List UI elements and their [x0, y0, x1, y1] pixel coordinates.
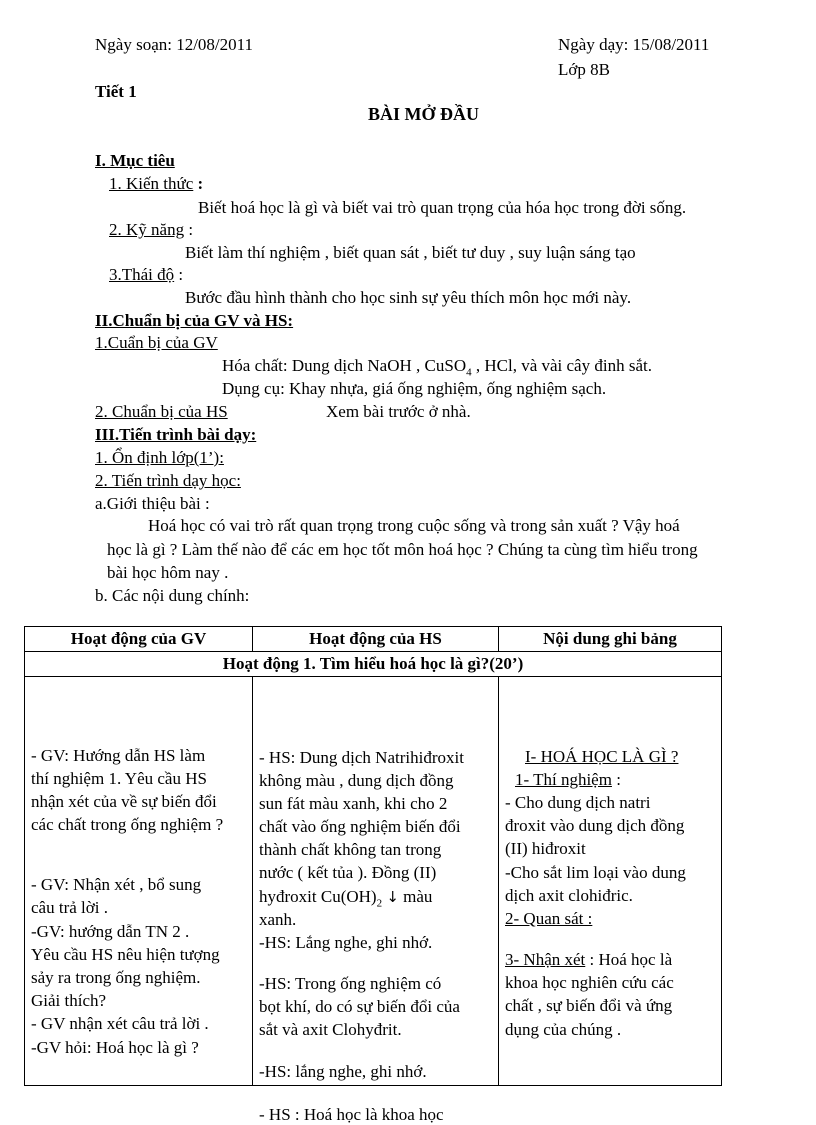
intro-line-2: học là gì ? Làm thế nào để các em học tốt môn hoá học ? Chúng ta cùng tìm hiểu trong — [107, 540, 698, 559]
board-line: dụng của chúng . — [505, 1020, 622, 1039]
activity-title-row — [25, 652, 722, 677]
hs-line: chất vào ống nghiệm biến đổi — [259, 817, 461, 836]
hs-cell — [253, 677, 499, 1124]
stabilize-label: 1. Ổn định lớp(1’): — [95, 448, 224, 467]
prep-heading: II.Chuẩn bị của GV và HS: — [95, 311, 294, 330]
hs-line: -HS: Lắng nghe, ghi nhớ. — [259, 933, 433, 952]
page-title: BÀI MỞ ĐẦU — [368, 104, 479, 124]
hs-line: nước ( kết tủa ). Đồng (II) — [259, 863, 437, 882]
hs-line: thành chất không tan trong — [259, 840, 442, 859]
hs-line: sắt và axit Clohyđrit. — [259, 1020, 402, 1039]
knowledge-text: Biết hoá học là gì và biết vai trò quan trọng của hóa học trong đời sống. — [198, 198, 687, 217]
attitude-text: Bước đầu hình thành cho học sinh sự yêu thích môn học mới này. — [185, 288, 632, 307]
table-header-row — [25, 627, 722, 652]
hs-line: -HS: lắng nghe, ghi nhớ. — [259, 1062, 427, 1081]
board-line: đroxit vào dung dịch đồng — [505, 816, 685, 835]
board-observe: 2- Quan sát : — [505, 909, 593, 928]
hs-line: - HS : Hoá học là khoa học — [259, 1105, 444, 1124]
chemicals-text: Hóa chất: Dung dịch NaOH , CuSO$_4$ , HCl, và vài cây đinh sắt. — [222, 356, 652, 379]
hs-line: -HS: Trong ống nghiệm có — [259, 974, 442, 993]
tools-text: Dụng cụ: Khay nhựa, giá ống nghiệm, ống nghiệm sạch. — [222, 379, 607, 398]
table-row — [25, 677, 722, 1086]
gv-line: sảy ra trong ống nghiệm. — [31, 968, 201, 987]
gv-line: - GV: Nhận xét , bổ sung — [31, 875, 202, 894]
gv-line: -GV hỏi: Hoá học là gì ? — [31, 1038, 199, 1057]
board-experiment-heading: 1- Thí nghiệm : — [515, 770, 621, 789]
hs-line: sun fát màu xanh, khi cho 2 — [259, 794, 448, 813]
objectives-heading: I. Mục tiêu — [95, 151, 175, 170]
prep-gv-heading: 1.Cuẩn bị của GV — [95, 333, 218, 352]
hs-line: xanh. — [259, 910, 297, 929]
hs-line: không màu , dung dịch đồng — [259, 771, 454, 790]
header-hs: Hoạt động của HS — [253, 627, 499, 652]
board-line: dịch axit clohiđric. — [505, 886, 633, 905]
prep-hs-heading: 2. Chuẩn bị của HS — [95, 402, 228, 421]
down-arrow-icon: ↓ — [386, 888, 399, 906]
gv-line: - GV nhận xét câu trả lời . — [31, 1014, 209, 1033]
gv-line: Yêu cầu HS nêu hiện tượng — [31, 945, 220, 964]
hs-line: - HS: Dung dịch Natrihiđroxit — [259, 748, 464, 767]
knowledge-heading: 1. Kiến thức : — [109, 174, 204, 193]
intro-line-1: Hoá học có vai trò rất quan trọng trong cuộc sống và trong sản xuất ? Vậy hoá — [148, 516, 680, 535]
board-line: chất , sự biến đổi và ứng — [505, 996, 673, 1015]
board-conclusion: 3- Nhận xét : Hoá học là — [505, 950, 673, 969]
prep-hs-text: Xem bài trước ở nhà. — [326, 402, 471, 421]
board-title: I- HOÁ HỌC LÀ GÌ ? — [525, 747, 679, 766]
skills-text: Biết làm thí nghiệm , biết quan sát , biết tư duy , suy luận sáng tạo — [185, 243, 636, 262]
gv-line: câu trả lời . — [31, 898, 108, 917]
header-board: Nội dung ghi bảng — [499, 627, 722, 652]
teaching-process-label: 2. Tiến trình dạy học: — [95, 471, 241, 490]
period-label: Tiết 1 — [95, 82, 137, 101]
activity-title: Hoạt động 1. Tìm hiểu hoá học là gì?(20’) — [25, 652, 722, 677]
prep-date: Ngày soạn: 12/08/2011 — [95, 35, 254, 54]
attitude-heading: 3.Thái độ : — [109, 265, 184, 284]
class-label: Lớp 8B — [558, 60, 610, 79]
gv-line: -GV: hướng dẫn TN 2 . — [31, 922, 190, 941]
header-gv: Hoạt động của GV — [25, 627, 253, 652]
gv-line: thí nghiệm 1. Yêu cầu HS — [31, 769, 207, 788]
board-line: - Cho dung dịch natri — [505, 793, 651, 812]
gv-line: - GV: Hướng dẫn HS làm — [31, 746, 206, 765]
main-content-label: b. Các nội dung chính: — [95, 586, 250, 605]
intro-heading: a.Giới thiệu bài : — [95, 494, 210, 513]
board-line: khoa học nghiên cứu các — [505, 973, 674, 992]
gv-line: nhận xét của về sự biến đổi — [31, 792, 217, 811]
gv-line: các chất trong ống nghiệm ? — [31, 815, 224, 834]
process-heading: III.Tiến trình bài dạy: — [95, 425, 257, 444]
board-line: (II) hiđroxit — [505, 839, 586, 858]
hs-hydroxide-line: hyđroxit $Cu(OH)_2$ ↓ màu — [259, 887, 433, 910]
gv-cell — [25, 677, 253, 1086]
skills-heading: 2. Kỹ năng : — [109, 220, 194, 239]
board-cell — [499, 677, 722, 1086]
intro-line-3: bài học hôm nay . — [107, 563, 229, 582]
gv-line: Giải thích? — [31, 991, 107, 1010]
hs-line: bọt khí, do có sự biến đổi của — [259, 997, 460, 1016]
board-line: -Cho sắt lim loại vào dung — [505, 863, 686, 882]
lesson-table — [24, 626, 722, 1124]
teach-date: Ngày dạy: 15/08/2011 — [558, 35, 710, 54]
